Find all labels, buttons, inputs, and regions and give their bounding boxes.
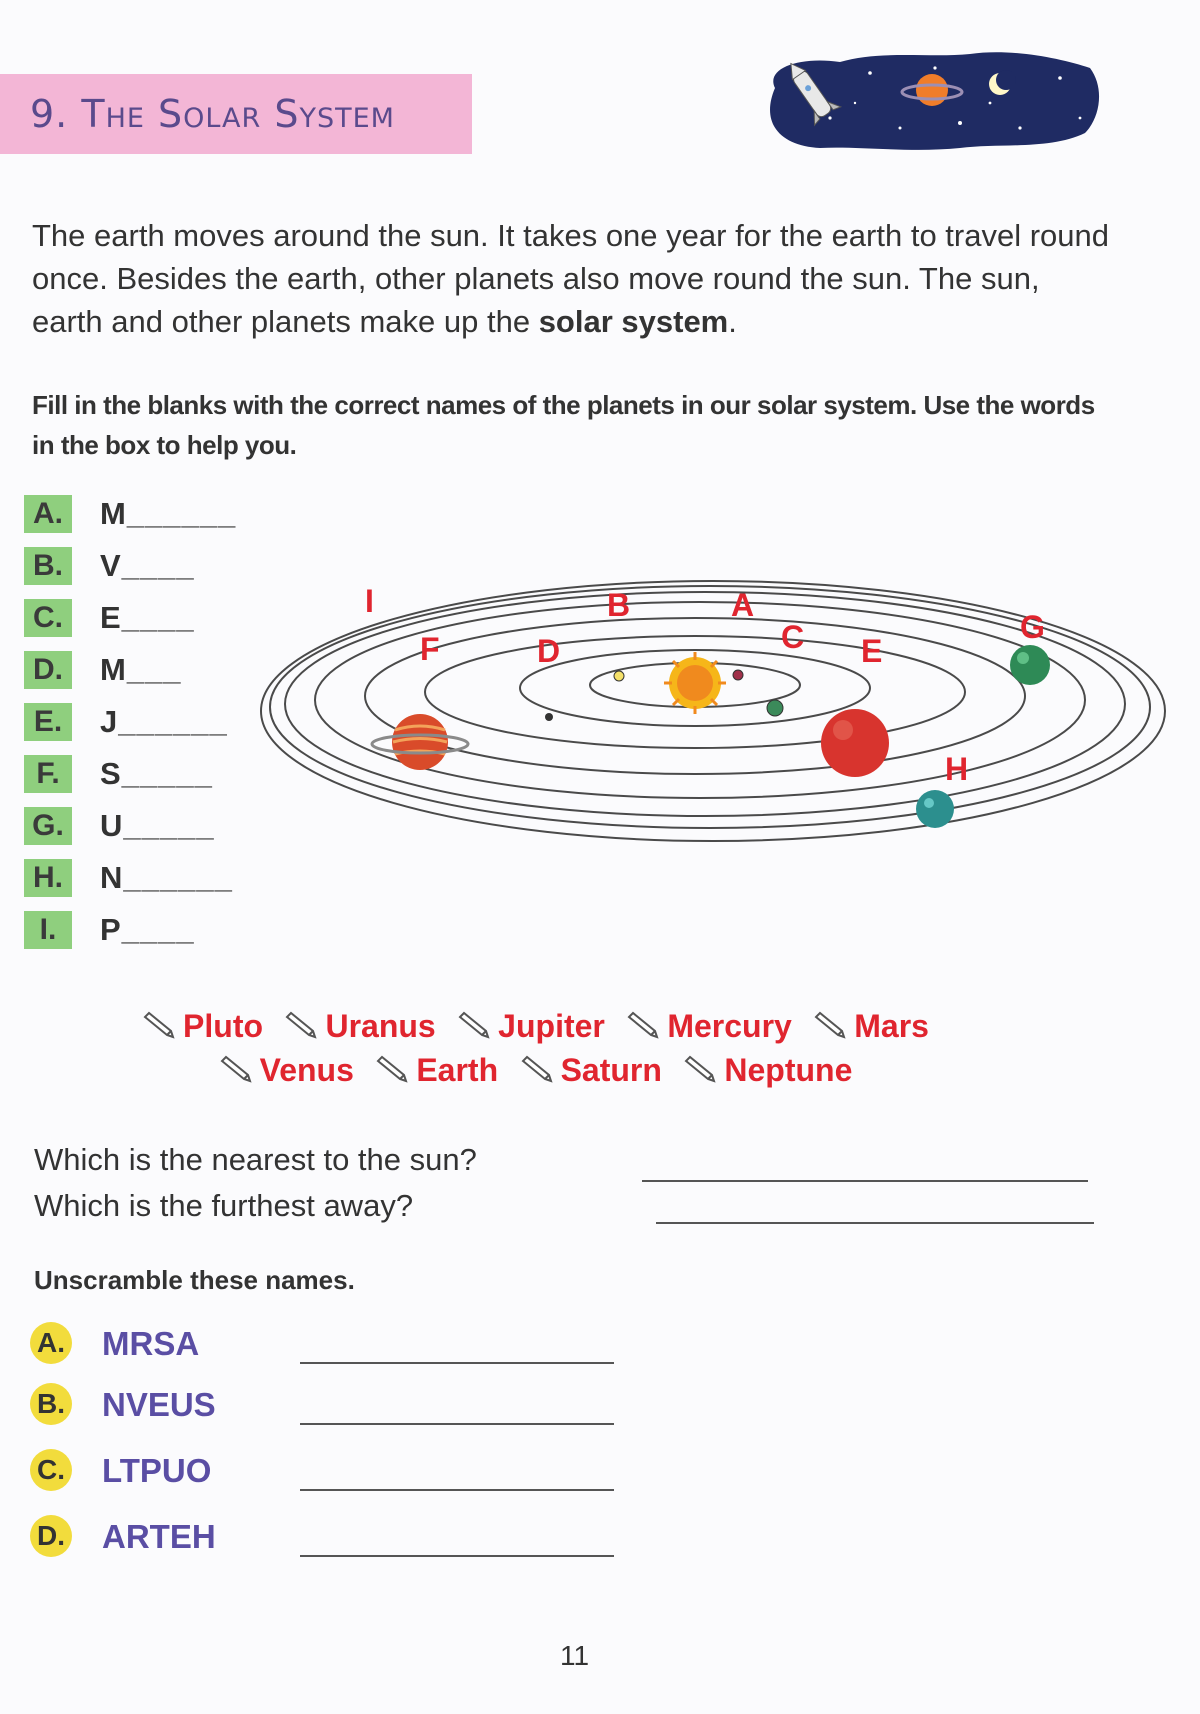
item-letter-circle: C.	[30, 1449, 72, 1491]
page-title	[30, 92, 395, 136]
planet-d	[545, 713, 553, 721]
item-blank[interactable]: P____	[100, 912, 195, 947]
word-label: Neptune	[724, 1052, 853, 1088]
unscramble-item-c	[30, 1449, 630, 1493]
planet-c	[767, 700, 783, 716]
planet-h	[916, 790, 954, 828]
word-label: Mars	[854, 1008, 929, 1044]
word-label: Jupiter	[498, 1008, 605, 1044]
answer-line[interactable]	[300, 1423, 614, 1425]
answer-line[interactable]	[300, 1555, 614, 1557]
planet-f	[372, 714, 468, 770]
answer-line[interactable]	[300, 1489, 614, 1491]
word-box	[100, 1004, 970, 1092]
word-line-1	[100, 1004, 970, 1048]
planet-e	[821, 709, 889, 777]
word-item	[682, 1048, 852, 1092]
scrambled-word: MRSA	[102, 1325, 200, 1362]
item-letter: I.	[24, 911, 72, 949]
title-number: 9.	[30, 92, 69, 136]
item-blank[interactable]: U_____	[100, 808, 215, 843]
scrambled-word: NVEUS	[102, 1386, 216, 1423]
item-letter-circle: A.	[30, 1322, 72, 1364]
intro-paragraph	[32, 214, 1112, 343]
word-item	[283, 1004, 435, 1048]
word-item	[141, 1004, 263, 1048]
word-item	[625, 1004, 792, 1048]
unscramble-item-a	[30, 1322, 630, 1366]
answer-line[interactable]	[300, 1362, 614, 1364]
word-label: Mercury	[667, 1008, 792, 1044]
unscramble-item-b	[30, 1383, 630, 1427]
fill-item-h[interactable]	[24, 859, 324, 899]
word-label: Venus	[259, 1052, 354, 1088]
planet-g	[1010, 645, 1050, 685]
label-h: H	[945, 751, 969, 787]
label-d: D	[537, 633, 561, 669]
item-letter: H.	[24, 859, 72, 897]
pencil-icon	[218, 1055, 254, 1085]
item-letter: F.	[24, 755, 72, 793]
sun-icon	[664, 652, 726, 714]
space-illustration	[760, 48, 1105, 153]
item-blank[interactable]: E____	[100, 600, 195, 635]
answer-line-furthest[interactable]	[656, 1222, 1094, 1224]
item-blank[interactable]: M___	[100, 652, 182, 687]
label-f: F	[420, 631, 440, 667]
intro-end: .	[728, 304, 737, 339]
pencil-icon	[283, 1011, 319, 1041]
pencil-icon	[812, 1011, 848, 1041]
title-text: The Solar System	[81, 92, 395, 136]
intro-bold-term: solar system	[538, 304, 729, 339]
word-label: Earth	[416, 1052, 499, 1088]
unscramble-item-d	[30, 1515, 630, 1559]
fill-item-a[interactable]	[24, 495, 324, 535]
question-nearest: Which is the nearest to the sun?	[34, 1142, 477, 1177]
word-label: Saturn	[560, 1052, 662, 1088]
label-g: G	[1020, 609, 1045, 645]
label-b: B	[607, 587, 631, 623]
pencil-icon	[682, 1055, 718, 1085]
pencil-icon	[141, 1011, 177, 1041]
item-letter: A.	[24, 495, 72, 533]
item-letter-circle: B.	[30, 1383, 72, 1425]
item-letter-circle: D.	[30, 1515, 72, 1557]
instruction-text: Fill in the blanks with the correct names of the planets in our solar system. Use the words in the box to help you.	[32, 390, 1095, 460]
item-blank[interactable]: V____	[100, 548, 195, 583]
planet-b	[614, 671, 624, 681]
scrambled-word: LTPUO	[102, 1452, 212, 1489]
item-blank[interactable]: M______	[100, 496, 237, 531]
pencil-icon	[519, 1055, 555, 1085]
item-letter: G.	[24, 807, 72, 845]
solar-system-diagram	[255, 580, 1170, 865]
item-letter: E.	[24, 703, 72, 741]
word-label: Pluto	[183, 1008, 264, 1044]
word-line-2	[100, 1048, 970, 1092]
planet-a	[733, 670, 743, 680]
question-furthest: Which is the furthest away?	[34, 1188, 414, 1223]
word-item	[456, 1004, 605, 1048]
scrambled-word: ARTEH	[102, 1518, 216, 1555]
page-number: 11	[560, 1640, 590, 1671]
unscramble-title: Unscramble these names.	[34, 1265, 355, 1295]
item-blank[interactable]: N______	[100, 860, 233, 895]
intro-text: The earth moves around the sun. It takes one year for the earth to travel round once. Besides the earth, other planets also move round the sun. The sun, earth and other planets make up the	[32, 218, 1110, 339]
item-blank[interactable]: S_____	[100, 756, 213, 791]
label-i: I	[365, 583, 374, 619]
label-c: C	[781, 619, 805, 655]
word-item	[218, 1048, 354, 1092]
item-letter: C.	[24, 599, 72, 637]
pencil-icon	[456, 1011, 492, 1041]
label-e: E	[861, 633, 883, 669]
fill-item-i[interactable]	[24, 911, 324, 951]
label-a: A	[731, 587, 755, 623]
word-item	[519, 1048, 662, 1092]
pencil-icon	[625, 1011, 661, 1041]
item-letter: D.	[24, 651, 72, 689]
answer-line-nearest[interactable]	[642, 1180, 1088, 1182]
item-blank[interactable]: J______	[100, 704, 228, 739]
title-banner	[0, 74, 472, 154]
word-label: Uranus	[325, 1008, 436, 1044]
item-letter: B.	[24, 547, 72, 585]
word-item	[812, 1004, 929, 1048]
word-item	[374, 1048, 498, 1092]
pencil-icon	[374, 1055, 410, 1085]
